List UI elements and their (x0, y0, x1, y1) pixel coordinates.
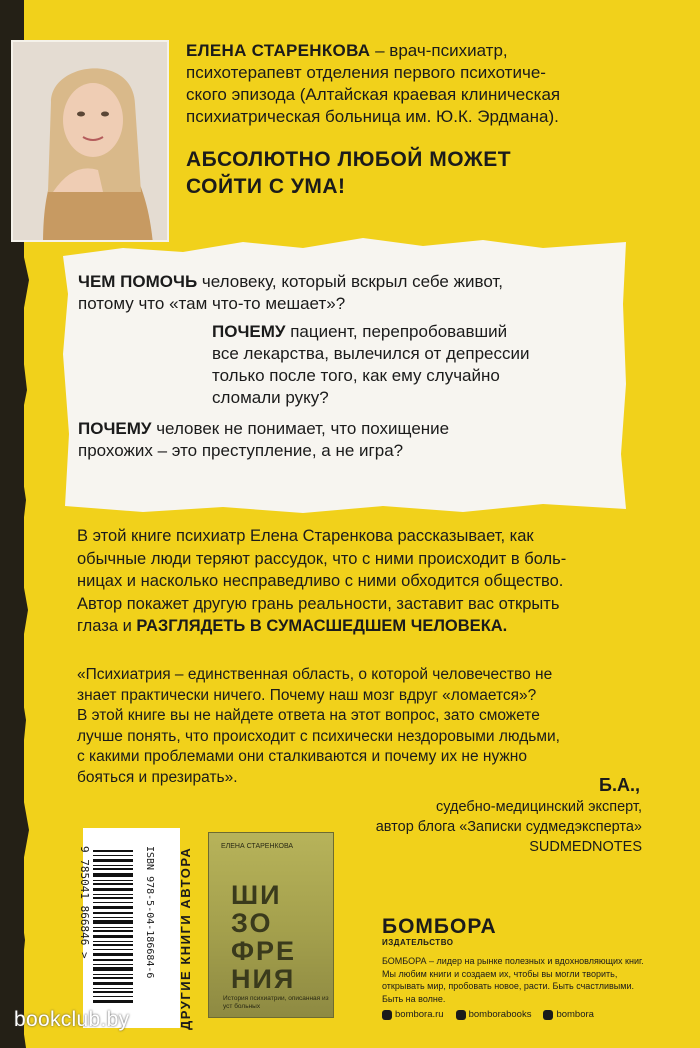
author-name: ЕЛЕНА СТАРЕНКОВА (186, 41, 371, 60)
quote-signature-role: судебно-медицинский эксперт, автор блога «Записки судмедэксперта» SUDMEDNOTES (375, 799, 642, 855)
telegram-icon (543, 1010, 553, 1020)
publisher-subtitle: ИЗДАТЕЛЬСТВО (382, 938, 454, 947)
author-bio: ЕЛЕНА СТАРЕНКОВА – врач-психиатр, психотерапевт отделения первого психотиче- ского эпизода (Алтайская краевая клиническая психиатрическая больница им. Ю.К. Эрдмана). (186, 41, 561, 126)
publisher-socials (382, 1009, 594, 1020)
publisher-logo: БОМБОРА (382, 915, 497, 938)
book-description: В этой книге психиатр Елена Старенкова рассказывает, как обычные люди теряют рассудок, что с ними происходит в боль- ницах и насколько несправедливо с ними обходится общество. Автор покажет другую грань реальности, заставит вас открыть глаза и РАЗГЛЯДЕТЬ В СУМАСШЕДШЕМ ЧЕЛОВЕКА. (77, 527, 567, 635)
isbn-text: ISBN 978-5-04-186684-6 (144, 846, 155, 979)
other-book-author: ЕЛЕНА СТАРЕНКОВА (221, 843, 294, 850)
social-vk: bomborabooks (456, 1009, 532, 1020)
barcode-digits: 9 785041 866846 > (78, 846, 91, 959)
description-emphasis: РАЗГЛЯДЕТЬ В СУМАСШЕДШЕМ ЧЕЛОВЕКА. (136, 617, 508, 635)
review-quote: «Психиатрия – единственная область, о которой человечество не знает практически ничего. Почему наш мозг вдруг «ломается»? В этой книге вы не найдете ответа на этот вопрос, зато сможете лучше понять, что происходит с психически нездоровыми людьми, с какими проблемами они сталкиваются и почему их не нужно бояться и презирать». (77, 666, 560, 786)
headline: АБСОЛЮТНО ЛЮБОЙ МОЖЕТ СОЙТИ С УМА! (186, 148, 512, 198)
question-1: ЧЕМ ПОМОЧЬ человеку, который вскрыл себе живот, потому что «там что-то мешает»? (78, 272, 504, 313)
globe-icon (382, 1010, 392, 1020)
quote-signature: Б.А., (599, 775, 640, 795)
social-site: bombora.ru (382, 1009, 444, 1020)
vk-icon (456, 1010, 466, 1020)
site-watermark: bookclub.by (14, 1008, 130, 1031)
other-book-title: ШИ ЗО ФРЕ НИЯ (231, 880, 297, 994)
publisher-description: БОМБОРА – лидер на рынке полезных и вдохновляющих книг. Мы любим книги и создаем их, чтобы вы могли творить, открывать мир, пробовать новое, расти. Быть счастливыми. Быть на волне. (382, 956, 644, 1004)
isbn-barcode (78, 828, 180, 1028)
barcode-bars (83, 828, 180, 1028)
author-photo (11, 40, 169, 242)
question-2: ПОЧЕМУ пациент, перепробовавший все лекарства, вылечился от депрессии только после того, как ему случайно сломали руку? (212, 322, 530, 407)
question-3: ПОЧЕМУ человек не понимает, что похищение прохожих – это преступление, а не игра? (78, 419, 450, 460)
other-book-subtitle: История психиатрии, описанная из уст больных (223, 995, 329, 1010)
other-books-label: ДРУГИЕ КНИГИ АВТОРА (178, 846, 193, 1030)
other-book-cover (208, 832, 334, 1018)
social-telegram: bombora (543, 1009, 594, 1020)
